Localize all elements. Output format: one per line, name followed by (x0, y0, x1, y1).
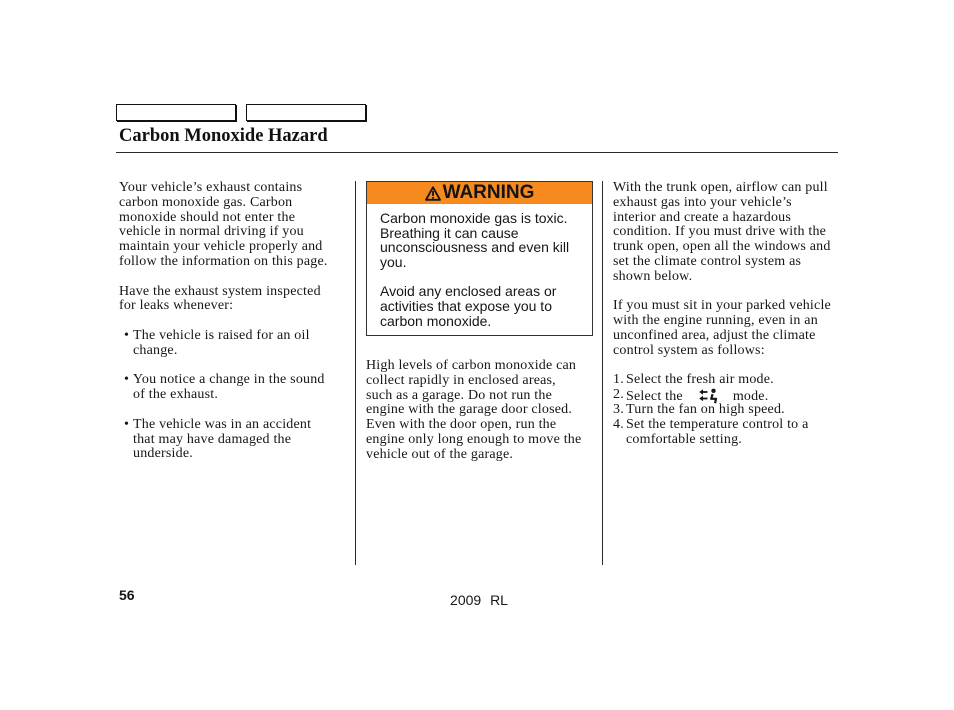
text-line: Your vehicle’s exhaust contains (119, 180, 303, 195)
warning-toxic-paragraph (380, 211, 592, 270)
model-label: 2009 RL (450, 592, 508, 608)
warning-triangle-icon (425, 186, 441, 201)
text-line: vehicle out of the garage. (366, 446, 514, 462)
text-line: of the exhaust. (133, 387, 219, 403)
warning-box (366, 181, 593, 336)
column-divider-left (355, 181, 356, 565)
step-item (613, 373, 839, 388)
text-line: Avoid any enclosed areas or (380, 283, 557, 300)
text-line: activities that expose you to (380, 298, 552, 315)
step-number: 2. (613, 387, 624, 403)
bullet-dot: • (124, 327, 130, 343)
column-3 (613, 181, 839, 447)
climate-steps-list (613, 373, 839, 447)
warning-avoid-paragraph (380, 284, 592, 328)
text-line: The vehicle is raised for an oil (133, 327, 310, 343)
text-line: interior and create a hazardous (613, 209, 791, 225)
bullet-dot: • (124, 416, 130, 432)
text-line: If you must sit in your parked vehicle (613, 298, 831, 314)
step-item (613, 403, 839, 418)
text-line: Breathing it can cause (380, 224, 519, 241)
text-line: High levels of carbon monoxide can (366, 358, 577, 373)
text-line: follow the information on this page. (119, 253, 328, 269)
nav-button-right[interactable] (246, 104, 366, 121)
text-line: maintain your vehicle properly and (119, 239, 323, 255)
step-number: 3. (613, 401, 624, 417)
column-1 (119, 181, 345, 477)
text-line: monoxide should not enter the (119, 209, 296, 225)
text-line: carbon monoxide gas. Carbon (119, 194, 293, 210)
inspection-paragraph (119, 285, 345, 315)
bullet-item (119, 373, 345, 403)
text-line: Set the temperature control to a (626, 416, 809, 432)
trunk-paragraph (613, 181, 839, 285)
text-line: condition. If you must drive with the (613, 224, 827, 240)
step-number: 1. (613, 372, 624, 388)
warning-body (367, 204, 592, 329)
text-line: exhaust gas into your vehicle’s (613, 194, 792, 210)
text-line: underside. (133, 446, 193, 462)
bullet-dot: • (124, 372, 130, 388)
text-line: Even with the door open, run the (366, 417, 557, 433)
bullet-item (119, 418, 345, 462)
text-line: that may have damaged the (133, 431, 292, 447)
nav-button-left[interactable] (116, 104, 236, 121)
step-number: 4. (613, 416, 624, 432)
step-item (613, 418, 839, 448)
page-number: 56 (119, 587, 135, 603)
bullet-item (119, 329, 345, 359)
text-line: unconfined area, adjust the climate (613, 327, 816, 343)
text-line: shown below. (613, 268, 693, 284)
page-title: Carbon Monoxide Hazard (119, 126, 328, 146)
text-line: trunk open, open all the windows and (613, 239, 831, 255)
text-line: for leaks whenever: (119, 298, 234, 314)
text-line: With the trunk open, airflow can pull (613, 180, 828, 195)
column-2 (366, 359, 593, 477)
text-line: control system as follows: (613, 342, 765, 358)
text-line: with the engine running, even in an (613, 313, 818, 329)
text-line: Have the exhaust system inspected (119, 283, 321, 299)
column-divider-right (602, 181, 603, 565)
text-line: such as a garage. Do not run the (366, 387, 553, 403)
text-line (626, 388, 839, 403)
text-line: Carbon monoxide gas is toxic. (380, 210, 568, 226)
step-item (613, 388, 839, 403)
text-line: comfortable setting. (626, 431, 742, 447)
parked-vehicle-paragraph (613, 299, 839, 358)
warning-header (367, 182, 592, 204)
text-line: set the climate control system as (613, 253, 802, 269)
text-line: engine only long enough to move the (366, 431, 582, 447)
step-text-after-icon: mode. (732, 389, 769, 405)
text-line: engine with the garage door closed. (366, 402, 573, 418)
text-line: collect rapidly in enclosed areas, (366, 372, 556, 388)
warning-label: WARNING (442, 182, 535, 203)
step-text-before-icon: Select the (626, 389, 683, 405)
text-line: Select the fresh air mode. (626, 372, 774, 388)
text-line: The vehicle was in an accident (133, 416, 312, 432)
text-line: you. (380, 254, 407, 271)
text-line: vehicle in normal driving if you (119, 224, 304, 240)
text-line: change. (133, 342, 178, 358)
text-line: unconsciousness and even kill (380, 239, 570, 256)
text-line: You notice a change in the sound (133, 372, 325, 388)
garage-paragraph (366, 359, 593, 463)
exhaust-intro-paragraph (119, 181, 345, 270)
text-line: Turn the fan on high speed. (626, 401, 785, 417)
title-divider (116, 152, 838, 153)
text-line: carbon monoxide. (380, 312, 492, 329)
